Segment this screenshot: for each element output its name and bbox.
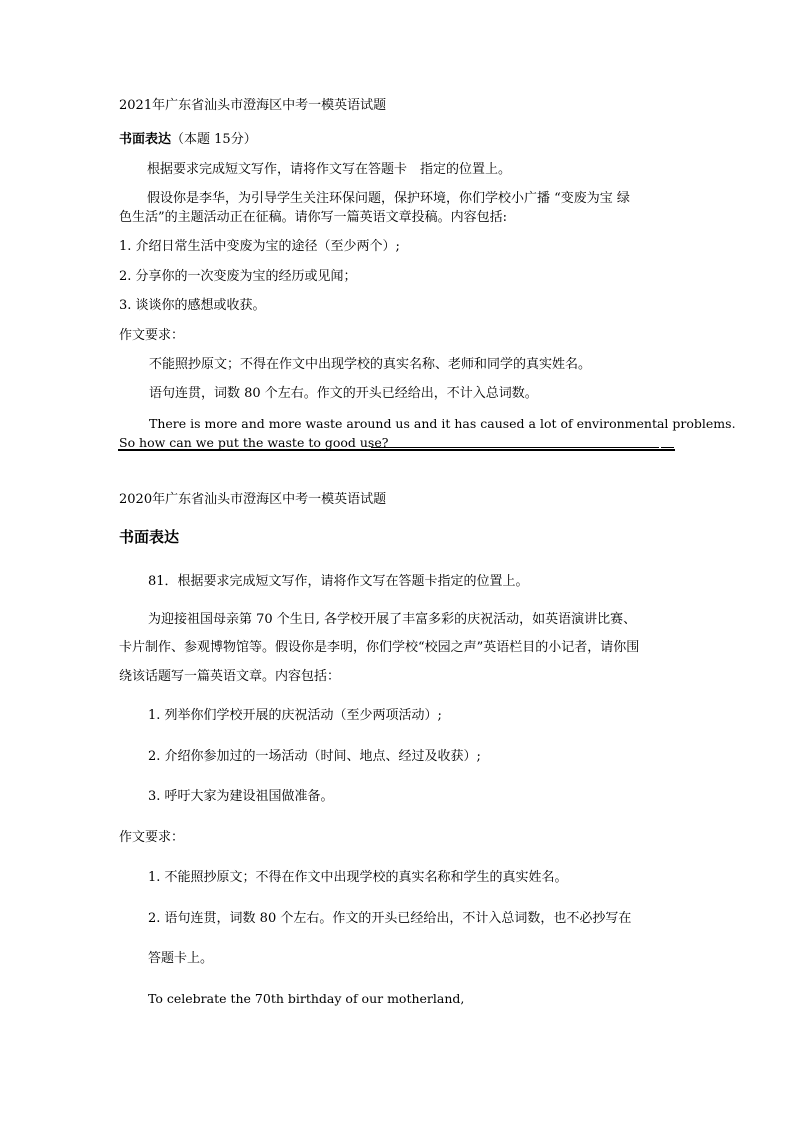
requirement-2-line-1: 2. 语句连贯，词数 80 个左右。作文的开头已经给出，不计入总词数，也不必抄写在 [148,911,632,926]
requirements-label: 作文要求： [119,328,185,343]
content-item-3: 3. 呼吁大家为建设祖国做准备。 [148,789,334,804]
requirement-1: 1. 不能照抄原文；不得在作文中出现学校的真实名称和学生的真实姓名。 [148,870,568,885]
requirement-2: 语句连贯，词数 80 个左右。作文的开头已经给出，不计入总词数。 [149,386,538,401]
section-2021-heading [119,131,257,149]
section-2020-title: 2020年广东省汕头市澄海区中考一模英语试题 [119,492,387,507]
answer-blank-line [371,447,659,448]
scenario-line-1: 假设你是李华，为引导学生关注环保问题，保护环境，你们学校小广播 “变废为宝 绿 [147,191,630,206]
background-line-3: 绕该话题写一篇英语文章。内容包括： [119,669,341,684]
content-item-2: 2. 介绍你参加过的一场活动（时间、地点、经过及收获）; [148,749,481,764]
heading-bold: 书面表达 [119,132,172,147]
background-line-1: 为迎接祖国母亲第 70 个生日, 各学校开展了丰富多彩的庆祝活动，如英语演讲比赛、 [148,612,637,627]
content-item-2: 2. 分享你的一次变废为宝的经历或见闻； [119,269,357,284]
background-line-2: 卡片制作、参观博物馆等。假设你是李明，你们学校“校园之声”英语栏目的小记者，请你围 [119,640,640,655]
section-2021-title: 2021年广东省汕头市澄海区中考一模英语试题 [119,98,387,113]
content-item-3: 3. 谈谈你的感想或收获。 [119,298,266,313]
instruction-paragraph: 根据要求完成短文写作，请将作文写在答题卡 指定的位置上。 [147,162,512,177]
heading-score: （本题 15分） [171,132,257,147]
section-divider [118,449,675,451]
requirement-1: 不能照抄原文；不得在作文中出现学校的真实名称、老师和同学的真实姓名。 [149,357,592,372]
requirements-label: 作文要求： [119,830,185,845]
essay-opening-text: So how can we put the waste to good use? [119,435,389,450]
section-2020-heading: 书面表达 [119,528,180,546]
essay-opening: To celebrate the 70th birthday of our motherland, [148,991,465,1006]
content-item-1: 1. 介绍日常生活中变废为宝的途径（至少两个）; [119,239,400,254]
content-item-1: 1. 列举你们学校开展的庆祝活动（至少两项活动）; [148,708,442,723]
answer-blank-line-end [661,447,674,448]
scenario-line-2: 色生活”的主题活动正在征稿。请你写一篇英语文章投稿。内容包括: [119,210,508,225]
requirement-2-line-2: 答题卡上。 [148,951,214,966]
essay-opening-line-1: There is more and more waste around us and it has caused a lot of environmental problems. [149,416,736,431]
question-81: 81．根据要求完成短文写作，请将作文写在答题卡指定的位置上。 [148,574,529,589]
